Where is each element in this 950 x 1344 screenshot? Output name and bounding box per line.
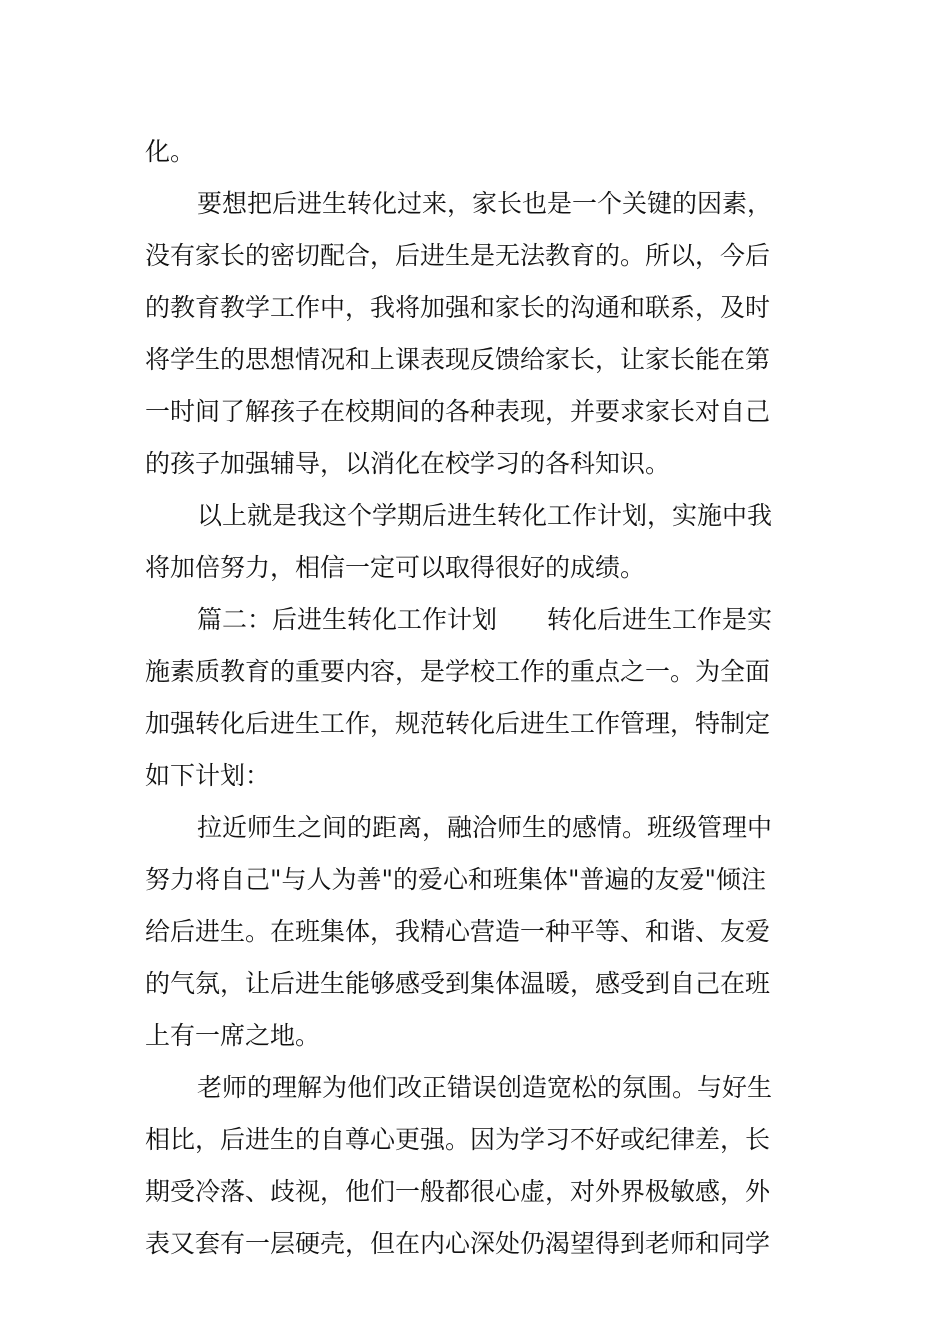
text-line: 表又套有一层硬壳，但在内心深处仍渴望得到老师和同学 [145,1229,771,1258]
text-line: 没有家长的密切配合，后进生是无法教育的。所以，今后 [145,241,771,270]
text-line: 的气氛，让后进生能够感受到集体温暖，感受到自己在班 [145,969,771,998]
text-line: 期受冷落、歧视，他们一般都很心虚，对外界极敏感，外 [145,1177,771,1206]
text-line: 的孩子加强辅导，以消化在校学习的各科知识。 [145,449,671,478]
text-line: 一时间了解孩子在校期间的各种表现，并要求家长对自己 [145,397,771,426]
text-line: 上有一席之地。 [145,1021,321,1050]
text-line: 施素质教育的重要内容，是学校工作的重点之一。为全面 [145,657,771,686]
text-line: 努力将自己"与人为善"的爱心和班集体"普遍的友爱"倾注 [145,865,766,894]
text-line: 如下计划： [145,761,271,790]
paragraph-start-line: 以上就是我这个学期后进生转化工作计划，实施中我 [197,501,773,530]
section-heading-line: 篇二：后进生转化工作计划 转化后进生工作是实 [197,605,773,634]
text-line: 的教育教学工作中，我将加强和家长的沟通和联系，及时 [145,293,771,322]
text-line: 加强转化后进生工作，规范转化后进生工作管理，特制定 [145,709,771,738]
body-text [145,126,807,1270]
paragraph-start-line: 老师的理解为他们改正错误创造宽松的氛围。与好生 [197,1073,773,1102]
text-line: 相比，后进生的自尊心更强。因为学习不好或纪律差，长 [145,1125,771,1154]
paragraph-start-line: 要想把后进生转化过来，家长也是一个关键的因素， [197,189,773,218]
text-line: 将学生的思想情况和上课表现反馈给家长，让家长能在第 [145,345,771,374]
paragraph-start-line: 拉近师生之间的距离，融洽师生的感情。班级管理中 [197,813,773,842]
text-line: 给后进生。在班集体，我精心营造一种平等、和谐、友爱 [145,917,771,946]
text-line: 化。 [145,137,196,166]
text-line: 将加倍努力，相信一定可以取得很好的成绩。 [145,553,646,582]
